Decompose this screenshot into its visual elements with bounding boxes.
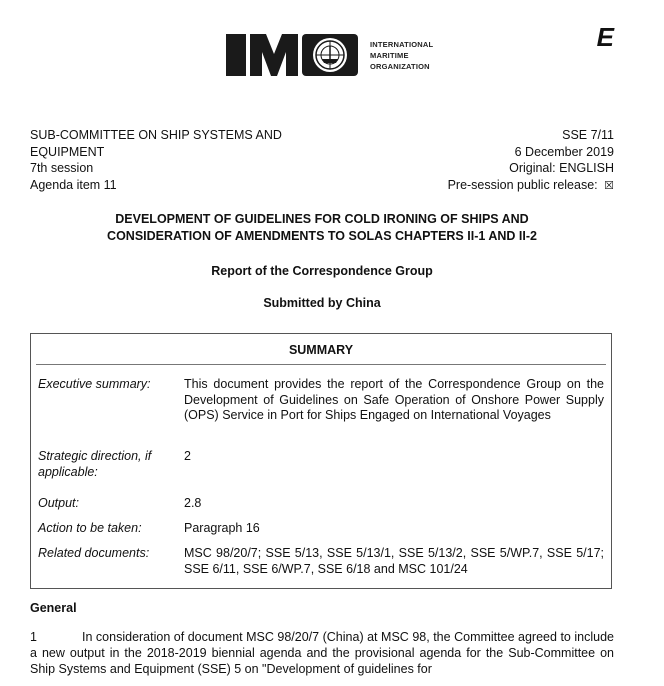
public-release-label: Pre-session public release:	[447, 177, 598, 192]
summary-label: Strategic direction, if applicable:	[38, 449, 152, 479]
document-symbol: SSE 7/11	[562, 128, 614, 142]
summary-label: Executive summary:	[38, 377, 151, 391]
document-date: 6 December 2019	[514, 144, 614, 159]
committee-block	[30, 127, 282, 193]
summary-value: 2.8	[184, 496, 202, 510]
paragraph-text: In consideration of document MSC 98/20/7 (China) at MSC 98, the Committee agreed to include a new output in the 2018-2019 biennial agenda and the provisional agenda for the Sub-Committee on Ship Systems and Equipment (SSE) 5 on "Development of guidelines for	[30, 630, 614, 676]
report-title: Report of the Correspondence Group	[211, 264, 433, 278]
committee-name-line1: SUB-COMMITTEE ON SHIP SYSTEMS AND	[30, 128, 282, 142]
document-meta	[448, 127, 614, 194]
summary-value: Paragraph 16	[184, 521, 260, 535]
paragraph-1	[30, 629, 614, 677]
summary-label: Action to be taken:	[38, 521, 142, 535]
session: 7th session	[30, 161, 94, 175]
summary-heading: SUMMARY	[288, 343, 354, 357]
title-line2: CONSIDERATION OF AMENDMENTS TO SOLAS CHAPTERS II-1 AND II-2	[107, 228, 537, 243]
agenda-item: Agenda item 11	[30, 177, 117, 192]
imo-logo	[226, 32, 433, 78]
imo-emblem-icon	[226, 32, 360, 78]
org-line: ORGANIZATION	[370, 61, 430, 71]
summary-value: MSC 98/20/7; SSE 5/13, SSE 5/13/1, SSE 5/13/2, SSE 5/WP.7, SSE 5/17; SSE 6/11, SSE 6/WP.7, SSE 6/18 and MSC 101/24	[184, 546, 604, 576]
org-line: MARITIME	[370, 50, 409, 60]
org-line: INTERNATIONAL	[370, 39, 434, 49]
title-line1: DEVELOPMENT OF GUIDELINES FOR COLD IRONING OF SHIPS AND	[115, 212, 529, 226]
summary-divider	[36, 364, 606, 365]
paragraph-number: 1	[30, 630, 37, 644]
submitted-by: Submitted by China	[263, 296, 381, 310]
summary-value: 2	[184, 449, 191, 463]
summary-label: Output:	[38, 496, 79, 510]
summary-label: Related documents:	[38, 546, 150, 560]
language-letter: E	[596, 22, 614, 52]
original-language: Original: ENGLISH	[509, 161, 614, 175]
document-title	[30, 211, 614, 244]
checked-box-icon: ☒	[604, 179, 614, 192]
public-release	[448, 177, 614, 195]
committee-name-line2: EQUIPMENT	[30, 144, 105, 159]
section-heading-general: General	[30, 601, 77, 615]
summary-table	[30, 333, 612, 589]
summary-value: This document provides the report of the Correspondence Group on the Development of Guidelines on Safe Operation of Onshore Power Supply (OPS) Service in Port for Ships Engaged on International Voyages	[184, 377, 604, 422]
imo-wordmark	[226, 32, 360, 78]
org-name	[370, 39, 433, 72]
